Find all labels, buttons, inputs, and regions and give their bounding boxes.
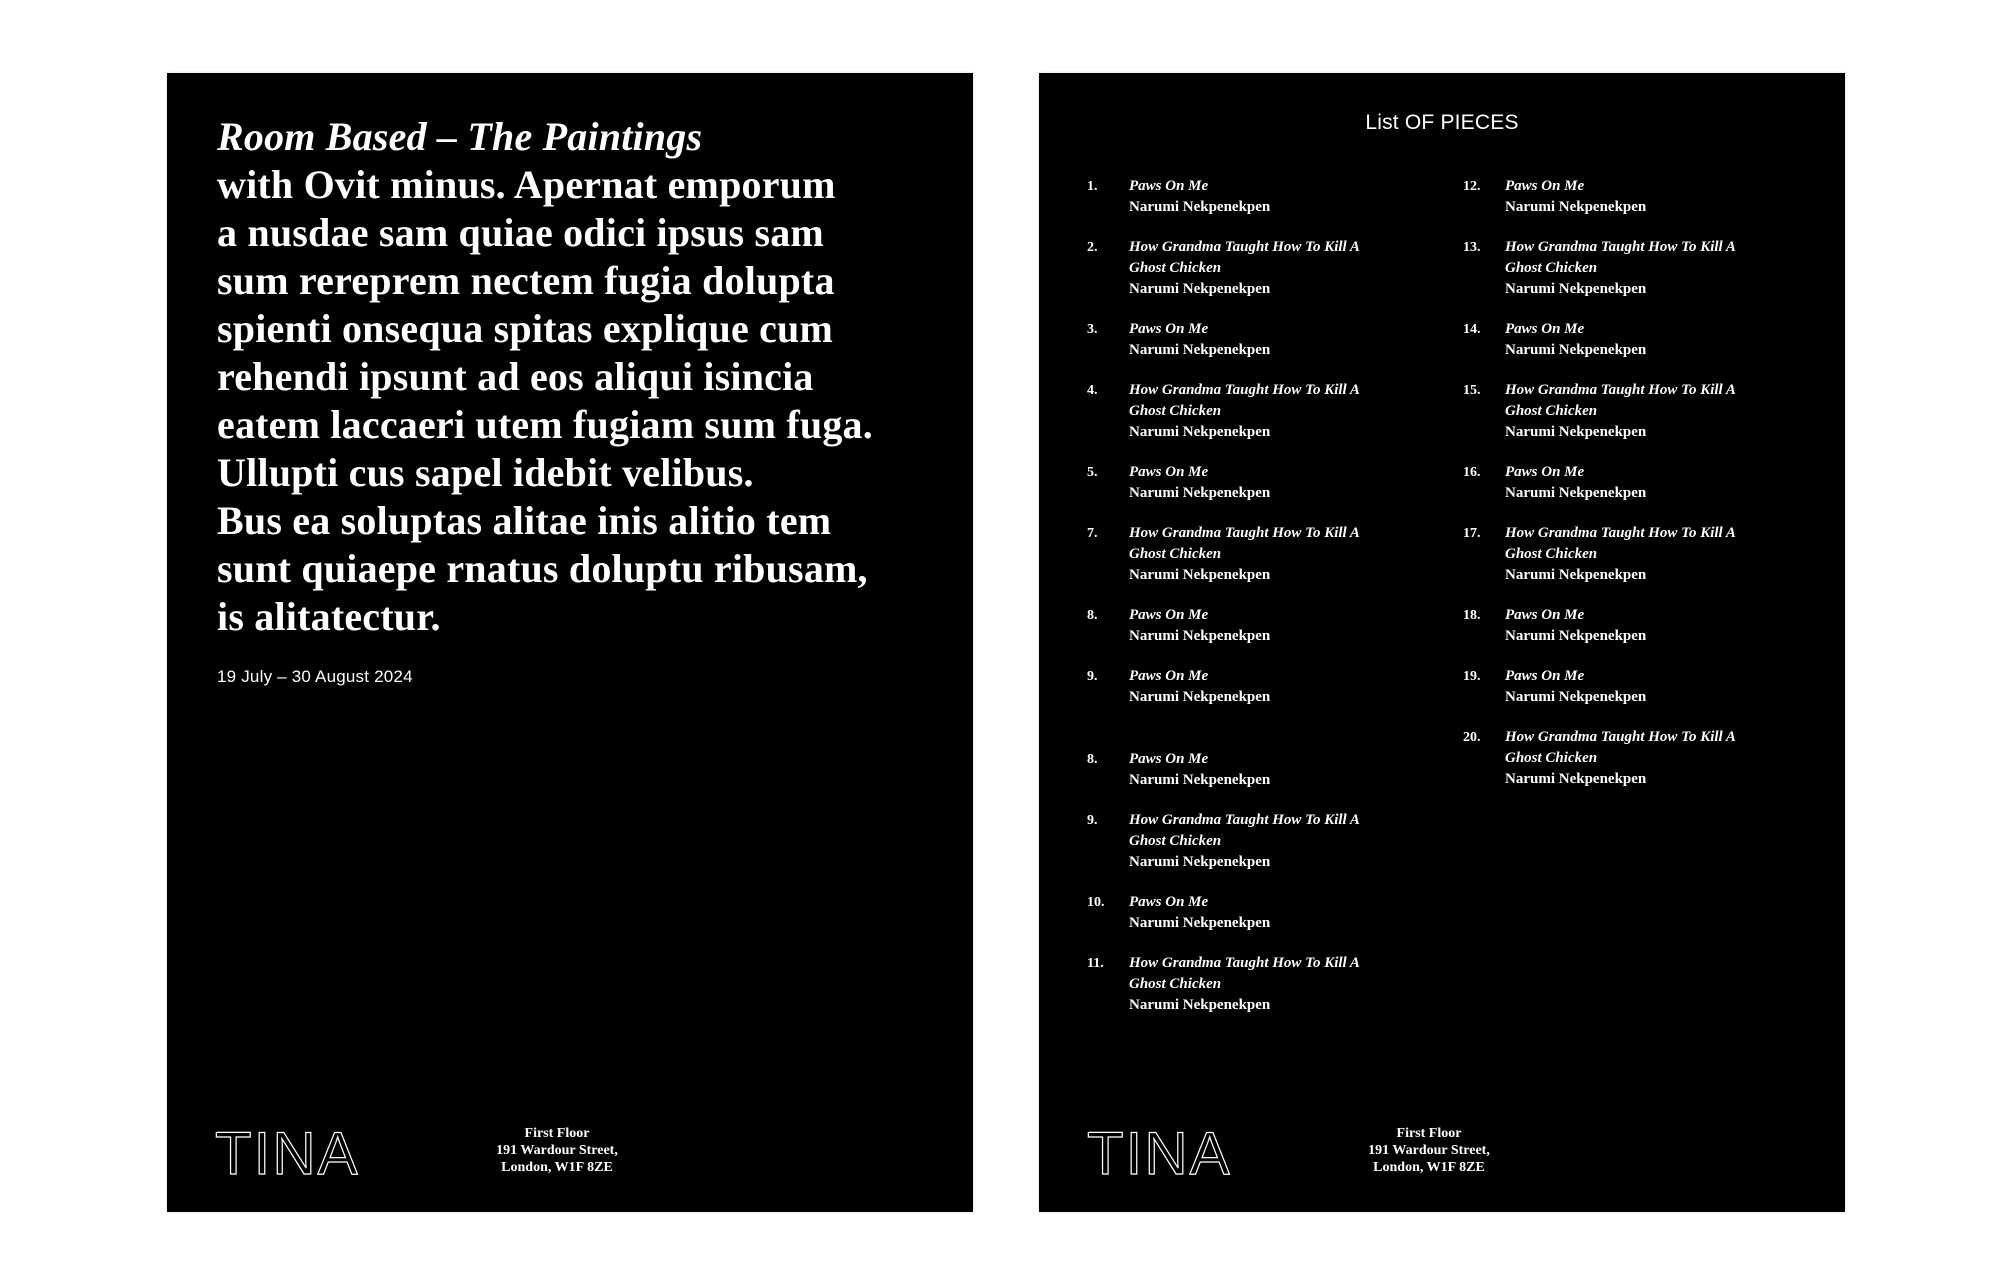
piece-artist: Narumi Nekpenekpen [1505,771,1647,787]
intro-line: Bus ea soluptas alitae inis alitio tem [217,498,832,543]
intro-text [217,113,937,641]
piece-title: How Grandma Taught How To Kill A Ghost Chicken [1505,525,1736,562]
piece-item [1463,176,1803,218]
list-heading: List OF PIECES [1365,111,1519,134]
piece-item [1087,605,1427,647]
piece-artist: Narumi Nekpenekpen [1129,772,1271,788]
piece-title: How Grandma Taught How To Kill A Ghost Chicken [1129,955,1360,992]
intro-page [167,73,973,1212]
intro-line: rehendi ipsunt ad eos aliqui isincia [217,354,814,399]
address-line: First Floor [1396,1126,1462,1141]
piece-item [1087,462,1427,504]
piece-number: 18. [1463,608,1481,623]
piece-number: 4. [1087,383,1098,398]
piece-number: 16. [1463,465,1481,480]
piece-number: 8. [1087,608,1098,623]
piece-title: How Grandma Taught How To Kill A Ghost Chicken [1505,382,1736,419]
intro-line: with Ovit minus. Apernat emporum [217,162,836,207]
piece-title: Paws On Me [1505,607,1585,623]
intro-line: spienti onsequa spitas explique cum [217,306,834,351]
piece-artist: Narumi Nekpenekpen [1505,689,1647,705]
piece-title: Paws On Me [1129,464,1209,480]
piece-title: How Grandma Taught How To Kill A Ghost Chicken [1129,812,1360,849]
piece-number: 13. [1463,240,1481,255]
piece-title: Paws On Me [1505,178,1585,194]
venue-address [1349,1125,1509,1176]
exhibition-title: Room Based – The Paintings [217,114,703,159]
intro-line: eatem laccaeri utem fugiam sum fuga. [217,402,873,447]
piece-item [1087,319,1427,361]
piece-artist: Narumi Nekpenekpen [1505,342,1647,358]
piece-item [1463,462,1803,504]
piece-title: How Grandma Taught How To Kill A Ghost Chicken [1129,382,1360,419]
piece-title: Paws On Me [1505,668,1585,684]
piece-number: 8. [1087,752,1098,767]
piece-artist: Narumi Nekpenekpen [1505,567,1647,583]
address-line: 191 Wardour Street, [1368,1143,1490,1158]
piece-item [1463,605,1803,647]
address-line: London, W1F 8ZE [501,1160,613,1175]
piece-title: Paws On Me [1129,607,1209,623]
intro-line: sunt quiaepe rnatus doluptu ribusam, [217,546,868,591]
piece-item [1087,176,1427,218]
piece-artist: Narumi Nekpenekpen [1505,199,1647,215]
piece-title: How Grandma Taught How To Kill A Ghost Chicken [1505,239,1736,276]
piece-artist: Narumi Nekpenekpen [1505,628,1647,644]
piece-item [1087,810,1427,873]
piece-artist: Narumi Nekpenekpen [1129,997,1271,1013]
piece-number: 5. [1087,465,1098,480]
piece-item [1087,892,1427,934]
pieces-column-left [1087,176,1427,1035]
piece-item [1087,237,1427,300]
piece-item [1463,727,1803,790]
piece-artist: Narumi Nekpenekpen [1505,424,1647,440]
piece-title: Paws On Me [1505,464,1585,480]
piece-number: 10. [1087,895,1105,910]
piece-item [1463,237,1803,300]
piece-item [1087,666,1427,708]
intro-line: sum rereprem nectem fugia dolupta [217,258,835,303]
piece-number: 7. [1087,526,1098,541]
intro-line: is alitatectur. [217,594,441,639]
piece-artist: Narumi Nekpenekpen [1129,281,1271,297]
address-line: London, W1F 8ZE [1373,1160,1485,1175]
piece-number: 2. [1087,240,1098,255]
piece-title: How Grandma Taught How To Kill A Ghost Chicken [1505,729,1736,766]
piece-number: 3. [1087,322,1098,337]
piece-number: 9. [1087,669,1098,684]
intro-line: a nusdae sam quiae odici ipsus sam [217,210,824,255]
piece-number: 9. [1087,813,1098,828]
piece-item [1087,749,1427,791]
piece-artist: Narumi Nekpenekpen [1129,854,1271,870]
piece-artist: Narumi Nekpenekpen [1505,281,1647,297]
piece-item [1463,380,1803,443]
piece-artist: Narumi Nekpenekpen [1129,689,1271,705]
address-line: 191 Wardour Street, [496,1143,618,1158]
piece-number: 17. [1463,526,1481,541]
piece-item [1087,953,1427,1016]
piece-artist: Narumi Nekpenekpen [1129,915,1271,931]
piece-number: 15. [1463,383,1481,398]
piece-artist: Narumi Nekpenekpen [1129,342,1271,358]
intro-line: Ullupti cus sapel idebit velibus. [217,450,754,495]
piece-item [1087,523,1427,586]
piece-number: 20. [1463,730,1481,745]
exhibition-dates: 19 July – 30 August 2024 [217,667,413,686]
piece-title: Paws On Me [1129,751,1209,767]
piece-artist: Narumi Nekpenekpen [1129,628,1271,644]
pieces-column-right [1463,176,1803,809]
piece-number: 1. [1087,179,1098,194]
piece-item [1087,380,1427,443]
piece-artist: Narumi Nekpenekpen [1129,485,1271,501]
piece-artist: Narumi Nekpenekpen [1505,485,1647,501]
piece-number: 12. [1463,179,1481,194]
address-line: First Floor [524,1126,590,1141]
piece-number: 11. [1087,956,1104,971]
piece-title: Paws On Me [1129,321,1209,337]
piece-number: 19. [1463,669,1481,684]
piece-artist: Narumi Nekpenekpen [1129,424,1271,440]
piece-title: Paws On Me [1129,668,1209,684]
piece-title: How Grandma Taught How To Kill A Ghost Chicken [1129,525,1360,562]
piece-artist: Narumi Nekpenekpen [1129,199,1271,215]
piece-title: Paws On Me [1129,178,1209,194]
piece-title: Paws On Me [1129,894,1209,910]
piece-title: How Grandma Taught How To Kill A Ghost Chicken [1129,239,1360,276]
piece-item [1463,319,1803,361]
list-of-pieces-page [1039,73,1845,1212]
venue-address [477,1125,637,1176]
piece-artist: Narumi Nekpenekpen [1129,567,1271,583]
piece-title: Paws On Me [1505,321,1585,337]
tina-logo: TINA [1087,1120,1232,1187]
piece-item [1463,666,1803,708]
tina-logo: TINA [215,1120,360,1187]
piece-item [1463,523,1803,586]
piece-number: 14. [1463,322,1481,337]
